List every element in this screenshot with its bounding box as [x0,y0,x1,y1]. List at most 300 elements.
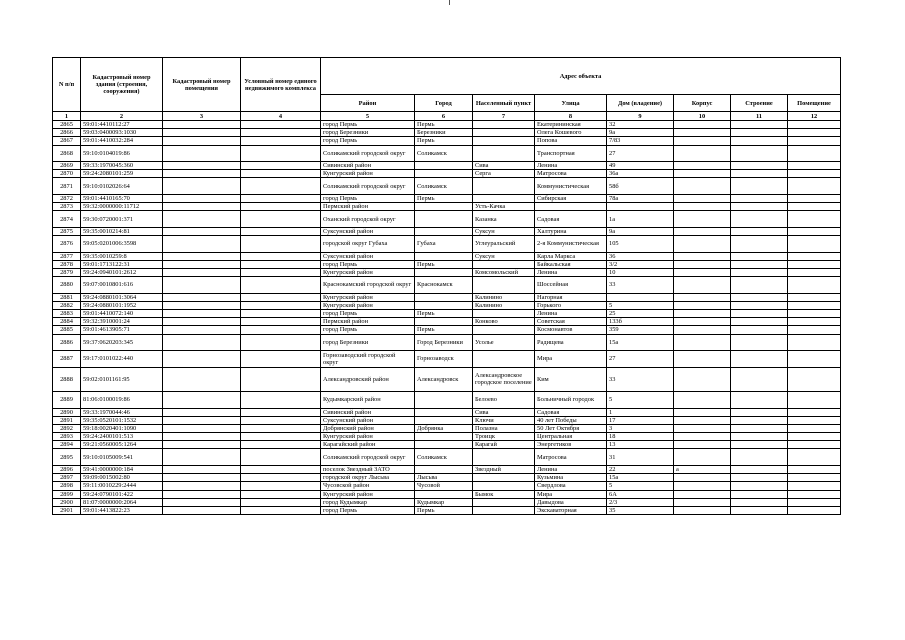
room-cadastral-cell [163,449,241,466]
room-cell [788,203,841,211]
house-cell: 105 [607,236,674,253]
conditional-number-cell [241,449,321,466]
table-row [53,277,841,294]
column-number: 2 [81,112,163,121]
room-cadastral-cell [163,351,241,368]
cadastral-number-cell: 59:01:4410165:70 [81,194,163,202]
street-cell: Кузьмина [535,474,607,482]
cadastral-number-cell: 59:33:1970045:360 [81,162,163,170]
column-number: 1 [53,112,81,121]
conditional-number-cell [241,490,321,498]
header-room: Помещение [788,95,841,112]
table-row [53,474,841,482]
room-cadastral-cell [163,309,241,317]
building-cell [731,408,788,416]
district-cell: город Березники [321,334,415,351]
row-number-cell: 2899 [53,490,81,498]
city-cell [415,465,473,473]
room-cadastral-cell [163,506,241,514]
column-number: 4 [241,112,321,121]
conditional-number-cell [241,145,321,162]
room-cell [788,449,841,466]
conditional-number-cell [241,260,321,268]
district-cell: город Березники [321,129,415,137]
district-cell: Сивинский район [321,162,415,170]
building-cell [731,227,788,235]
row-number-cell: 2892 [53,424,81,432]
district-cell: Кудымкарский район [321,392,415,409]
room-cadastral-cell [163,392,241,409]
building-cell [731,194,788,202]
table-row [53,351,841,368]
korpus-cell [674,211,731,228]
cadastral-number-cell: 59:11:0010229:2444 [81,482,163,490]
district-cell: Соликамский городской округ [321,178,415,195]
district-cell: Кунгурский район [321,170,415,178]
conditional-number-cell [241,351,321,368]
scan-mark [449,0,450,5]
row-number-cell: 2885 [53,326,81,334]
building-cell [731,351,788,368]
conditional-number-cell [241,178,321,195]
conditional-number-cell [241,129,321,137]
street-cell: Ким [535,367,607,392]
cadastral-number-cell: 81:07:0000000:2064 [81,498,163,506]
city-cell: Пермь [415,260,473,268]
korpus-cell [674,129,731,137]
street-cell: Ленина [535,268,607,276]
room-cadastral-cell [163,170,241,178]
street-cell: Давыдова [535,498,607,506]
room-cadastral-cell [163,203,241,211]
district-cell: город Пермь [321,326,415,334]
street-cell: Матросова [535,449,607,466]
cadastral-number-cell: 59:24:0880101:1952 [81,301,163,309]
district-cell: Александровский район [321,367,415,392]
row-number-cell: 2866 [53,129,81,137]
cadastral-number-cell: 59:09:0015002:80 [81,474,163,482]
room-cell [788,326,841,334]
house-cell: 9а [607,227,674,235]
row-number-cell: 2875 [53,227,81,235]
row-number-cell: 2886 [53,334,81,351]
building-cell [731,252,788,260]
street-cell: Горького [535,301,607,309]
district-cell: Оханский городской округ [321,211,415,228]
city-cell [415,416,473,424]
room-cadastral-cell [163,433,241,441]
room-cell [788,194,841,202]
cadastral-number-cell: 59:07:0010801:616 [81,277,163,294]
house-cell: 33 [607,277,674,294]
room-cadastral-cell [163,236,241,253]
room-cell [788,474,841,482]
table-row [53,293,841,301]
house-cell: 58б [607,178,674,195]
room-cadastral-cell [163,490,241,498]
settlement-cell [473,129,535,137]
street-cell: Экскаваторная [535,506,607,514]
conditional-number-cell [241,433,321,441]
conditional-number-cell [241,416,321,424]
building-cell [731,465,788,473]
table-row [53,309,841,317]
house-cell: 36 [607,252,674,260]
street-cell [535,203,607,211]
settlement-cell [473,474,535,482]
room-cell [788,367,841,392]
header-num: N п/п [53,58,81,112]
building-cell [731,474,788,482]
settlement-cell [473,260,535,268]
room-cadastral-cell [163,326,241,334]
district-cell: поселок Звездный ЗАТО [321,465,415,473]
room-cadastral-cell [163,367,241,392]
settlement-cell: Калинино [473,301,535,309]
cadastral-number-cell: 59:18:0020401:1090 [81,424,163,432]
room-cadastral-cell [163,252,241,260]
street-cell: Карла Маркса [535,252,607,260]
street-cell: Байкальская [535,260,607,268]
row-number-cell: 2889 [53,392,81,409]
room-cadastral-cell [163,424,241,432]
street-cell: Садовая [535,211,607,228]
table-row [53,433,841,441]
city-cell [415,162,473,170]
settlement-cell [473,277,535,294]
korpus-cell [674,474,731,482]
room-cadastral-cell [163,293,241,301]
settlement-cell: Сива [473,162,535,170]
building-cell [731,416,788,424]
table-row [53,326,841,334]
street-cell: 50 Лет Октября [535,424,607,432]
settlement-cell: Конково [473,318,535,326]
district-cell: Пермский район [321,318,415,326]
house-cell: 25 [607,309,674,317]
cadastral-number-cell: 59:03:0400093:1030 [81,129,163,137]
room-cadastral-cell [163,145,241,162]
city-cell [415,203,473,211]
room-cell [788,334,841,351]
city-cell: Александровск [415,367,473,392]
korpus-cell [674,367,731,392]
room-cell [788,129,841,137]
column-number: 3 [163,112,241,121]
table-row [53,367,841,392]
city-cell: Губаха [415,236,473,253]
row-number-cell: 2901 [53,506,81,514]
header-street: Улица [535,95,607,112]
header-house: Дом (владение) [607,95,674,112]
city-cell: Лысьва [415,474,473,482]
conditional-number-cell [241,277,321,294]
house-cell: 32 [607,121,674,129]
house-cell: 5 [607,392,674,409]
city-cell [415,318,473,326]
city-cell [415,433,473,441]
row-number-cell: 2881 [53,293,81,301]
street-cell: Мира [535,351,607,368]
cadastral-number-cell: 59:10:0105009:541 [81,449,163,466]
korpus-cell [674,178,731,195]
korpus-cell [674,449,731,466]
korpus-cell [674,170,731,178]
room-cell [788,170,841,178]
city-cell: Соликамск [415,145,473,162]
street-cell: Нагорная [535,293,607,301]
house-cell: 5 [607,301,674,309]
district-cell: Кунгурский район [321,293,415,301]
row-number-cell: 2867 [53,137,81,145]
house-cell: 27 [607,145,674,162]
house-cell: 31 [607,449,674,466]
conditional-number-cell [241,121,321,129]
street-cell: Ленина [535,465,607,473]
header-settlement: Населенный пункт [473,95,535,112]
house-cell: 13 [607,441,674,449]
conditional-number-cell [241,474,321,482]
city-cell [415,268,473,276]
street-cell: 2-я Коммунистическая [535,236,607,253]
city-cell [415,293,473,301]
row-number-cell: 2865 [53,121,81,129]
settlement-cell [473,351,535,368]
room-cell [788,211,841,228]
street-cell: Центральная [535,433,607,441]
district-cell: Карагайский район [321,441,415,449]
cadastral-number-cell: 59:35:0010214:81 [81,227,163,235]
district-cell: городской округ Лысьва [321,474,415,482]
street-cell: Космонавтов [535,326,607,334]
house-cell: 7/83 [607,137,674,145]
street-cell: Мира [535,490,607,498]
table-row [53,465,841,473]
city-cell: Пермь [415,137,473,145]
conditional-number-cell [241,268,321,276]
room-cadastral-cell [163,482,241,490]
cadastral-number-cell: 59:24:0790101:422 [81,490,163,498]
house-cell: 1а [607,211,674,228]
row-number-cell: 2891 [53,416,81,424]
korpus-cell [674,392,731,409]
room-cell [788,162,841,170]
cadastral-number-cell: 59:10:0104019:86 [81,145,163,162]
conditional-number-cell [241,293,321,301]
room-cell [788,490,841,498]
column-number: 9 [607,112,674,121]
korpus-cell [674,309,731,317]
cadastral-number-cell: 59:01:4410072:140 [81,309,163,317]
row-number-cell: 2878 [53,260,81,268]
settlement-cell [473,498,535,506]
room-cadastral-cell [163,465,241,473]
settlement-cell [473,482,535,490]
house-cell: 15а [607,474,674,482]
row-number-cell: 2894 [53,441,81,449]
district-cell: Добрянский район [321,424,415,432]
house-cell [607,203,674,211]
row-number-cell: 2872 [53,194,81,202]
korpus-cell [674,227,731,235]
korpus-cell [674,145,731,162]
city-cell: Пермь [415,121,473,129]
cadastral-number-cell: 59:24:2080101:259 [81,170,163,178]
table-row [53,301,841,309]
conditional-number-cell [241,309,321,317]
building-cell [731,277,788,294]
district-cell: город Кудымкар [321,498,415,506]
district-cell: Кунгурский район [321,268,415,276]
district-cell: город Пермь [321,137,415,145]
table-row [53,408,841,416]
conditional-number-cell [241,170,321,178]
house-cell: 6А [607,490,674,498]
conditional-number-cell [241,236,321,253]
korpus-cell [674,490,731,498]
room-cell [788,441,841,449]
row-number-cell: 2870 [53,170,81,178]
table-row [53,441,841,449]
room-cell [788,236,841,253]
district-cell: Суксунский район [321,252,415,260]
room-cell [788,392,841,409]
building-cell [731,170,788,178]
row-number-cell: 2871 [53,178,81,195]
city-cell [415,301,473,309]
room-cadastral-cell [163,301,241,309]
room-cadastral-cell [163,137,241,145]
street-cell: Садовая [535,408,607,416]
street-cell: Ленина [535,309,607,317]
column-number: 12 [788,112,841,121]
korpus-cell [674,506,731,514]
room-cell [788,137,841,145]
korpus-cell [674,137,731,145]
conditional-number-cell [241,326,321,334]
house-cell: 5 [607,482,674,490]
header-city: Город [415,95,473,112]
settlement-cell: Углеуральский [473,236,535,253]
row-number-cell: 2897 [53,474,81,482]
korpus-cell [674,424,731,432]
conditional-number-cell [241,211,321,228]
korpus-cell [674,268,731,276]
building-cell [731,236,788,253]
room-cell [788,301,841,309]
korpus-cell [674,194,731,202]
row-number-cell: 2868 [53,145,81,162]
building-cell [731,424,788,432]
conditional-number-cell [241,334,321,351]
building-cell [731,482,788,490]
header-address: Адрес объекта [321,58,841,95]
street-cell: Олега Кошевого [535,129,607,137]
settlement-cell: Казанка [473,211,535,228]
street-cell: Халтурина [535,227,607,235]
settlement-cell: Усть-Качка [473,203,535,211]
table-row [53,506,841,514]
column-number: 5 [321,112,415,121]
room-cell [788,145,841,162]
city-cell [415,227,473,235]
room-cell [788,121,841,129]
room-cell [788,318,841,326]
korpus-cell [674,162,731,170]
table-row [53,490,841,498]
cadastral-number-cell: 59:01:4613905:71 [81,326,163,334]
room-cadastral-cell [163,211,241,228]
table-row [53,137,841,145]
conditional-number-cell [241,194,321,202]
korpus-cell: а [674,465,731,473]
row-number-cell: 2888 [53,367,81,392]
cadastral-number-cell: 59:01:4410112:27 [81,121,163,129]
building-cell [731,498,788,506]
street-cell: 40 лет Победы [535,416,607,424]
column-number-row [53,112,841,121]
house-cell [607,293,674,301]
city-cell [415,408,473,416]
conditional-number-cell [241,498,321,506]
settlement-cell [473,506,535,514]
room-cadastral-cell [163,129,241,137]
table-row [53,334,841,351]
row-number-cell: 2887 [53,351,81,368]
column-number: 8 [535,112,607,121]
cadastral-number-cell: 59:30:0720001:371 [81,211,163,228]
district-cell: Кунгурский район [321,433,415,441]
table-row [53,252,841,260]
house-cell: 78а [607,194,674,202]
cadastral-number-cell: 59:24:2400101:513 [81,433,163,441]
korpus-cell [674,482,731,490]
conditional-number-cell [241,367,321,392]
korpus-cell [674,301,731,309]
table-row [53,170,841,178]
conditional-number-cell [241,392,321,409]
cadastral-number-cell: 59:33:1970044:46 [81,408,163,416]
property-table [52,57,841,515]
settlement-cell: Суксун [473,227,535,235]
korpus-cell [674,433,731,441]
settlement-cell: Суксун [473,252,535,260]
building-cell [731,129,788,137]
table-row [53,162,841,170]
room-cadastral-cell [163,474,241,482]
city-cell: Соликамск [415,178,473,195]
room-cadastral-cell [163,227,241,235]
column-number: 11 [731,112,788,121]
cadastral-number-cell: 81:06:0100019:86 [81,392,163,409]
room-cadastral-cell [163,260,241,268]
korpus-cell [674,408,731,416]
korpus-cell [674,260,731,268]
row-number-cell: 2883 [53,309,81,317]
room-cell [788,433,841,441]
city-cell: Соликамск [415,449,473,466]
room-cadastral-cell [163,498,241,506]
document-page [52,57,840,515]
cadastral-number-cell: 59:35:0520101:1532 [81,416,163,424]
house-cell: 133б [607,318,674,326]
cadastral-number-cell: 59:41:0000000:184 [81,465,163,473]
conditional-number-cell [241,506,321,514]
row-number-cell: 2895 [53,449,81,466]
conditional-number-cell [241,441,321,449]
row-number-cell: 2896 [53,465,81,473]
street-cell: Больничный городок [535,392,607,409]
